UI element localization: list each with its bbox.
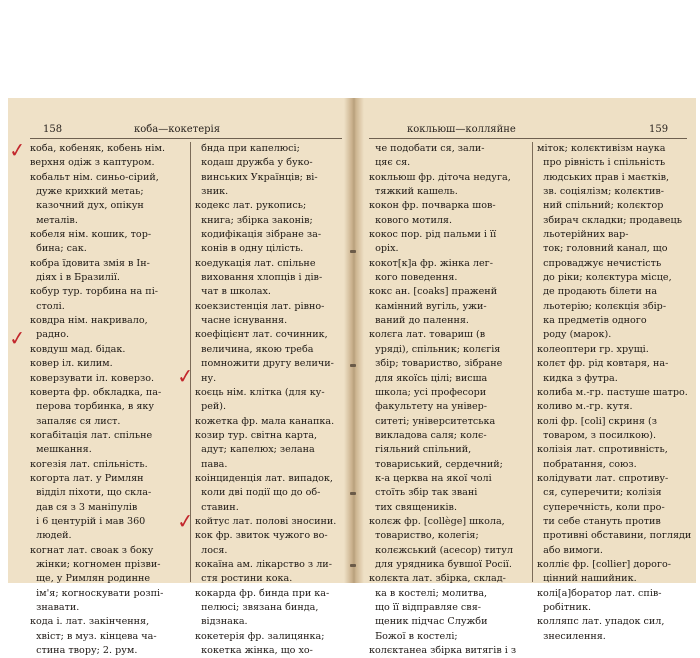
right-header-rule bbox=[369, 138, 687, 139]
dictionary-line: до ріки; колєктура місце, bbox=[537, 272, 672, 284]
dictionary-line: пелюсі; звязана бинда, bbox=[195, 602, 319, 613]
left-column-1 bbox=[30, 142, 192, 658]
dictionary-line: когабітація лат. спільне bbox=[30, 429, 153, 441]
dictionary-line: коекзистенція лат. рівно- bbox=[195, 300, 325, 312]
red-check-mark: ✓ bbox=[7, 325, 27, 351]
left-header-rule bbox=[30, 138, 342, 139]
dictionary-line: колізія лат. спротивність, bbox=[537, 444, 668, 456]
dictionary-line: жінки; когномен прізви- bbox=[30, 558, 161, 570]
dictionary-line: оріх. bbox=[369, 243, 399, 255]
dictionary-line: щеник підчас Служби bbox=[369, 616, 488, 628]
dictionary-line: кого поведення. bbox=[369, 272, 458, 284]
right-column-divider bbox=[532, 142, 533, 582]
right-page bbox=[357, 98, 696, 657]
dictionary-line: побратання, союз. bbox=[537, 458, 637, 470]
dictionary-line: ковдра нім. накривало, bbox=[30, 315, 148, 327]
dictionary-line: величина, якою треба bbox=[195, 343, 314, 355]
dictionary-line: товаром, з посилкою). bbox=[537, 429, 657, 441]
dictionary-line: ка предметів одного bbox=[537, 315, 647, 327]
dictionary-line: стина твору; 2. рум. bbox=[30, 645, 138, 657]
dictionary-line: зв. соціялізм; колєктив- bbox=[537, 186, 664, 198]
left-column-2 bbox=[195, 142, 343, 658]
dictionary-line: коливо м.-гр. кутя. bbox=[537, 401, 633, 413]
dictionary-line: зник. bbox=[195, 186, 229, 198]
dictionary-line: камінний вугіль, ужи- bbox=[369, 300, 487, 312]
dictionary-line: про рівність і спільність bbox=[537, 157, 666, 169]
dictionary-line: ковер іл. килим. bbox=[30, 358, 113, 370]
dictionary-line: коедукація лат. спільне bbox=[195, 257, 316, 269]
dictionary-line: противні обставини, погляди bbox=[537, 530, 692, 542]
dictionary-line: верхня одіж з каптуром. bbox=[30, 157, 155, 169]
dictionary-line: для якоїсь цілі; висша bbox=[369, 372, 488, 384]
dictionary-line: цінний нашийник. bbox=[537, 573, 637, 585]
dictionary-line: кокльюш фр. діточа недуга, bbox=[369, 171, 511, 183]
dictionary-line: тих священиків. bbox=[369, 501, 457, 513]
dictionary-line: кокот[к]а фр. жінка лег- bbox=[369, 257, 493, 269]
dictionary-line: льотерійних вар- bbox=[537, 229, 629, 241]
dictionary-line: коєць нім. клітка (для ку- bbox=[195, 386, 325, 398]
dictionary-line: ситеті; університетська bbox=[369, 415, 496, 427]
dictionary-line: кокос пор. рід пальми і її bbox=[369, 229, 497, 241]
dictionary-line: ка в костелі; молитва, bbox=[369, 587, 488, 599]
dictionary-line: бина; сак. bbox=[30, 243, 87, 255]
dictionary-line: ток; головний канал, що bbox=[537, 243, 668, 255]
dictionary-line: відзнака. bbox=[195, 616, 248, 628]
dictionary-line: колеоптери гр. хрущі. bbox=[537, 343, 649, 355]
dictionary-line: ти себе стануть против bbox=[537, 515, 661, 527]
dictionary-line: кокаїна ам. лікарство з ли- bbox=[195, 558, 332, 570]
red-check-mark: ✓ bbox=[175, 508, 195, 534]
dictionary-line: лося. bbox=[195, 544, 228, 556]
dictionary-line: столі. bbox=[30, 300, 65, 312]
dictionary-line: факультету на універ- bbox=[369, 401, 488, 413]
dictionary-line: стя ростини кока. bbox=[195, 573, 293, 585]
dictionary-line: кодекс лат. рукопись; bbox=[195, 200, 307, 212]
dictionary-line: стоїть збір так звані bbox=[369, 487, 478, 499]
dictionary-line: запаляє ся лист. bbox=[30, 415, 121, 427]
dictionary-line: цяє ся. bbox=[369, 157, 411, 169]
dictionary-line: коба, кобеняк, кобень нім. bbox=[30, 143, 166, 154]
dictionary-line: кодаш дружба у буко- bbox=[195, 157, 313, 169]
dictionary-line: хвіст; в муз. кінцева ча- bbox=[30, 630, 157, 642]
dictionary-line: пава. bbox=[195, 458, 228, 470]
dictionary-line: школа; усі професори bbox=[369, 386, 487, 398]
binding-stitch bbox=[350, 364, 356, 367]
dictionary-line: ковдуш мад. бідак. bbox=[30, 343, 126, 355]
dictionary-line: робітник. bbox=[537, 602, 592, 613]
book-gutter bbox=[344, 98, 364, 583]
dictionary-line: че подобати ся, зали- bbox=[369, 143, 485, 154]
dictionary-line: міток; колєктивізм наука bbox=[537, 143, 666, 154]
dictionary-line: винських Українців; ві- bbox=[195, 171, 318, 183]
dictionary-line: збір; товариство, зібране bbox=[369, 358, 503, 370]
dictionary-line: відділ піхоти, що скла- bbox=[30, 487, 152, 499]
dictionary-line: для урядника бувшої Росії. bbox=[369, 558, 512, 570]
dictionary-line: бнда при капелюсі; bbox=[195, 143, 300, 154]
right-running-head: кокльюш—колляйне bbox=[407, 124, 516, 135]
dictionary-line: коверзувати іл. коверзо. bbox=[30, 372, 155, 384]
dictionary-line: кобеля нім. кошик, тор- bbox=[30, 229, 152, 241]
dictionary-line: колєктанеа збірка витягів і з bbox=[369, 645, 517, 657]
dictionary-line: товариство, колегія; bbox=[369, 530, 479, 542]
dictionary-line: к-а церква на якої чолі bbox=[369, 472, 492, 484]
dictionary-line: льотерію; колєкція збір- bbox=[537, 300, 667, 312]
dictionary-line: що її відправляе свя- bbox=[369, 602, 482, 613]
dictionary-line: чат в школах. bbox=[195, 286, 271, 298]
dictionary-line: колі[а]боратор лат. спів- bbox=[537, 587, 662, 599]
dictionary-line: кидка з футра. bbox=[537, 372, 618, 384]
dictionary-line: колліє фр. [collier] дорого- bbox=[537, 558, 671, 570]
dictionary-line: рей). bbox=[195, 401, 227, 413]
left-running-head: коба—кокетерія bbox=[134, 124, 221, 135]
dictionary-line: ся, суперечити; колізія bbox=[537, 487, 662, 499]
dictionary-line: людей. bbox=[30, 530, 72, 542]
dictionary-line: кода і. лат. закінчення, bbox=[30, 616, 150, 628]
dictionary-line: кок фр. звиток чужого во- bbox=[195, 530, 328, 542]
right-page-number: 159 bbox=[649, 124, 669, 135]
dictionary-line: колєкта лат. збірка, склад- bbox=[369, 573, 506, 585]
dictionary-line: дав ся з 3 маніпулів bbox=[30, 501, 138, 513]
dictionary-line: і 6 центурій і мав 360 bbox=[30, 515, 146, 527]
dictionary-line: когнат лат. своак з боку bbox=[30, 544, 154, 556]
dictionary-line: ще, у Римлян родинне bbox=[30, 573, 151, 585]
dictionary-line: людських прав і маєтків, bbox=[537, 171, 670, 183]
dictionary-line: коінциденція лат. випадок, bbox=[195, 472, 333, 484]
dictionary-line: кокетерія фр. залицянка; bbox=[195, 630, 325, 642]
dictionary-line: коефіцієнт лат. сочинник, bbox=[195, 329, 328, 341]
dictionary-line: гіяльний спільний, bbox=[369, 444, 472, 456]
dictionary-line: кокон фр. почварка шов- bbox=[369, 200, 496, 212]
dictionary-line: кобальт нім. синьо-сірий, bbox=[30, 171, 159, 183]
dictionary-line: викладова саля; колє- bbox=[369, 429, 487, 441]
dictionary-line: знесилення. bbox=[537, 630, 606, 642]
dictionary-line: ну. bbox=[195, 372, 217, 384]
dictionary-line: ний спільний; колєктор bbox=[537, 200, 664, 212]
dictionary-line: радно. bbox=[30, 329, 70, 341]
dictionary-line: колєжський (асесор) титул bbox=[369, 544, 513, 556]
dictionary-line: кобур тур. торбина на пі- bbox=[30, 286, 159, 298]
dictionary-line: адут; капелюх; зелана bbox=[195, 444, 315, 456]
dictionary-line: роду (марок). bbox=[537, 329, 612, 341]
dictionary-line: ім'я; когноскувати розпі- bbox=[30, 587, 164, 599]
left-page-number: 158 bbox=[43, 124, 63, 135]
dictionary-line: знавати. bbox=[30, 602, 80, 613]
dictionary-line: когорта лат. у Римлян bbox=[30, 472, 144, 484]
dictionary-line: козир тур. світна карта, bbox=[195, 429, 318, 441]
dictionary-line: спроваджує нечистість bbox=[537, 257, 662, 269]
red-check-mark: ✓ bbox=[175, 363, 195, 389]
dictionary-line: колиба м.-гр. пастуше шатро. bbox=[537, 386, 688, 398]
red-check-mark: ✓ bbox=[7, 137, 27, 163]
dictionary-line: книга; збірка законів; bbox=[195, 214, 313, 226]
dictionary-line: товариський, сердечний; bbox=[369, 458, 503, 470]
binding-stitch bbox=[350, 250, 356, 253]
dictionary-line: збирач складки; продавець bbox=[537, 214, 682, 226]
dictionary-line: металів. bbox=[30, 214, 78, 226]
dictionary-line: уряді), спільник; колєгія bbox=[369, 343, 501, 355]
dictionary-line: кокс ан. [coaks] праженй bbox=[369, 286, 498, 298]
binding-stitch bbox=[350, 492, 356, 495]
dictionary-line: кодифікація зібране за- bbox=[195, 229, 322, 241]
dictionary-line: ставин. bbox=[195, 501, 239, 513]
dictionary-line: коверта фр. обкладка, па- bbox=[30, 386, 162, 398]
dictionary-line: конів в одну цілість. bbox=[195, 243, 304, 255]
dictionary-line: тяжкий кашель. bbox=[369, 186, 458, 198]
right-column-1 bbox=[369, 142, 529, 658]
book-spread bbox=[7, 98, 696, 657]
dictionary-line: кожетка фр. мала канапка. bbox=[195, 415, 335, 427]
dictionary-line: казочний дух, опікун bbox=[30, 200, 144, 212]
dictionary-line: ваний до палення. bbox=[369, 315, 469, 327]
dictionary-line: помножити другу величи- bbox=[195, 358, 334, 370]
dictionary-line: кокарда фр. бинда при ка- bbox=[195, 587, 330, 599]
dictionary-line: мешкання. bbox=[30, 444, 92, 456]
dictionary-line: койтус лат. полові зносини. bbox=[195, 515, 337, 527]
dictionary-line: дуже крихкий метаь; bbox=[30, 186, 144, 198]
dictionary-line: часне існування. bbox=[195, 315, 288, 327]
dictionary-line: перова торбинка, в яку bbox=[30, 401, 155, 413]
dictionary-line: кокетка жінка, що хо- bbox=[195, 645, 313, 657]
dictionary-line: когезія лат. спільність. bbox=[30, 458, 148, 470]
dictionary-line: виховання хлопців і дів- bbox=[195, 272, 323, 284]
dictionary-line: колі фр. [coli] скриня (з bbox=[537, 415, 657, 427]
dictionary-line: колєт фр. рід ковтаря, на- bbox=[537, 358, 669, 370]
dictionary-line: колідувати лат. спротиву- bbox=[537, 472, 669, 484]
dictionary-line: діях і в Бразилії. bbox=[30, 272, 120, 284]
dictionary-line: кового мотиля. bbox=[369, 214, 453, 226]
dictionary-line: коли дві події що до об- bbox=[195, 487, 321, 499]
dictionary-line: Божої в костелі; bbox=[369, 630, 458, 642]
dictionary-line: кобра їдовита змія в Ін- bbox=[30, 257, 150, 269]
dictionary-line: колляпс лат. упадок сил, bbox=[537, 616, 665, 628]
right-column-2 bbox=[537, 142, 692, 644]
dictionary-line: колєга лат. товариш (в bbox=[369, 329, 486, 341]
dictionary-line: де продають білети на bbox=[537, 286, 658, 298]
dictionary-line: колєж фр. [collège] школа, bbox=[369, 515, 505, 527]
binding-stitch bbox=[350, 564, 356, 567]
dictionary-line: суперечність, коли про- bbox=[537, 501, 665, 513]
dictionary-line: або вимоги. bbox=[537, 544, 603, 556]
